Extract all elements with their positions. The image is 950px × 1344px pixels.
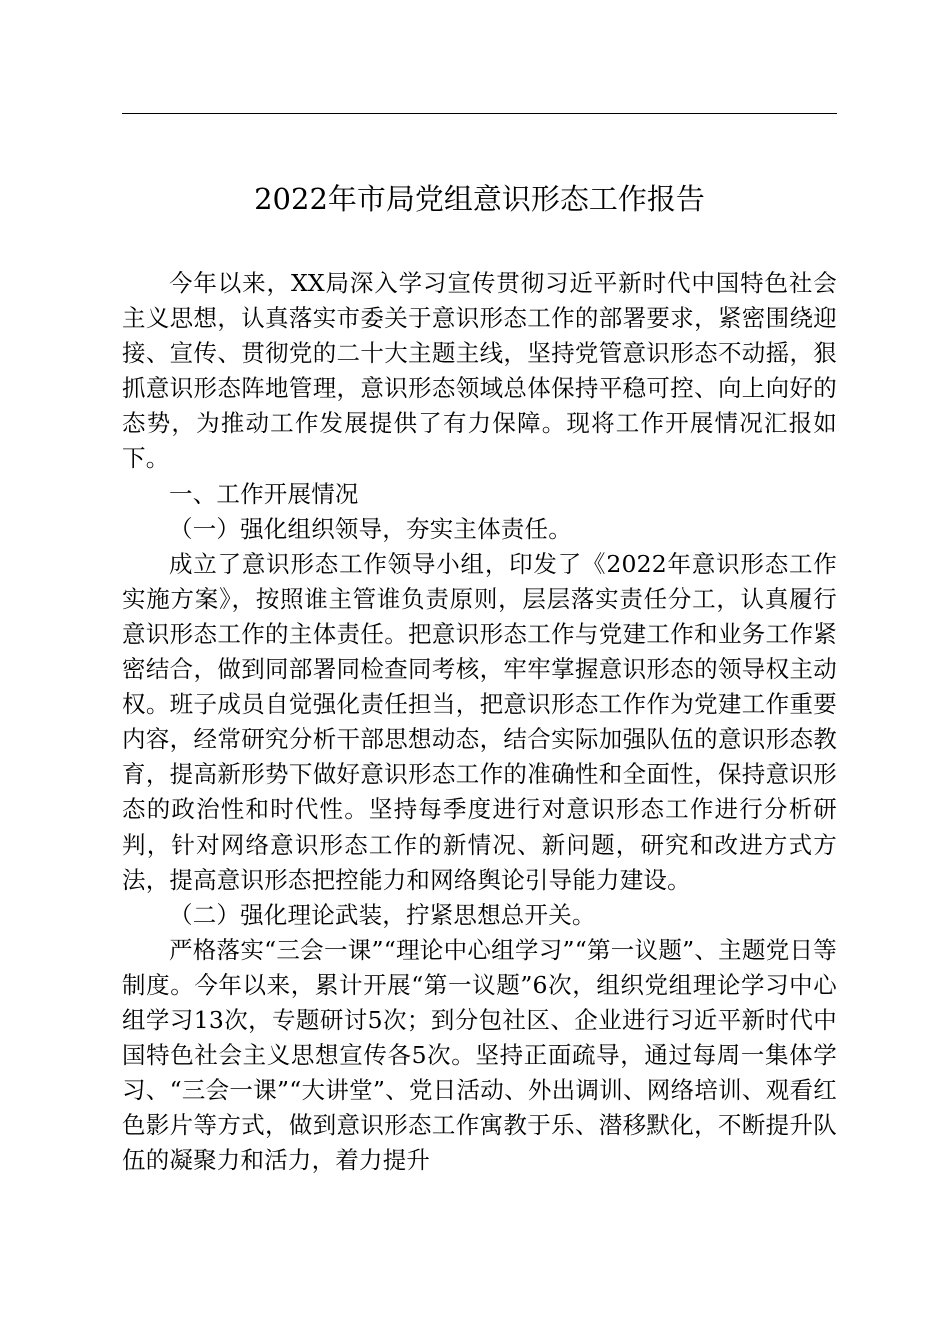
section-heading-1: 一、工作开展情况 — [169, 479, 359, 508]
header-rule — [122, 113, 837, 114]
document-body — [122, 266, 837, 1178]
paragraph-intro: 今年以来，XX局深入学习宣传贯彻习近平新时代中国特色社会主义思想，认真落实市委关于意识形态工作的部署要求，紧密围绕迎接、宣传、贯彻党的二十大主题主线，坚持党管意识形态不动摇，狠抓意识形态阵地管理，意识形态领域总体保持平稳可控、向上向好的态势，为推动工作发展提供了有力保障。现将工作开展情况汇报如下。 — [122, 269, 837, 473]
document-title: 2022年市局党组意识形态工作报告 — [254, 182, 705, 216]
subsection-heading-1: （一）强化组织领导，夯实主体责任。 — [169, 514, 572, 543]
subsection-heading-2: （二）强化理论武装，拧紧思想总开关。 — [169, 900, 596, 929]
paragraph-theory-study: 严格落实“三会一课”“理论中心组学习”“第一议题”、主题党日等制度。今年以来，累计开展“第一议题”6次，组织党组理论学习中心组学习13次，专题研讨5次；到分包社区、企业进行习近平新时代中国特色社会主义思想宣传各5次。坚持正面疏导，通过每周一集体学习、“三会一课”“大讲堂”、党日活动、外出调训、网络培训、观看红色影片等方式，做到意识形态工作寓教于乐、潜移默化，不断提升队伍的凝聚力和活力，着力提升 — [122, 935, 837, 1175]
paragraph-organization: 成立了意识形态工作领导小组，印发了《2022年意识形态工作实施方案》，按照谁主管谁负责原则，层层落实责任分工，认真履行意识形态工作的主体责任。把意识形态工作与党建工作和业务工作紧密结合，做到同部署同检查同考核，牢牢掌握意识形态的领导权主动权。班子成员自觉强化责任担当，把意识形态工作作为党建工作重要内容，经常研究分析干部思想动态，结合实际加强队伍的意识形态教育，提高新形势下做好意识形态工作的准确性和全面性，保持意识形态的政治性和时代性。坚持每季度进行对意识形态工作进行分析研判，针对网络意识形态工作的新情况、新问题，研究和改进方式方法，提高意识形态把控能力和网络舆论引导能力建设。 — [122, 549, 837, 894]
